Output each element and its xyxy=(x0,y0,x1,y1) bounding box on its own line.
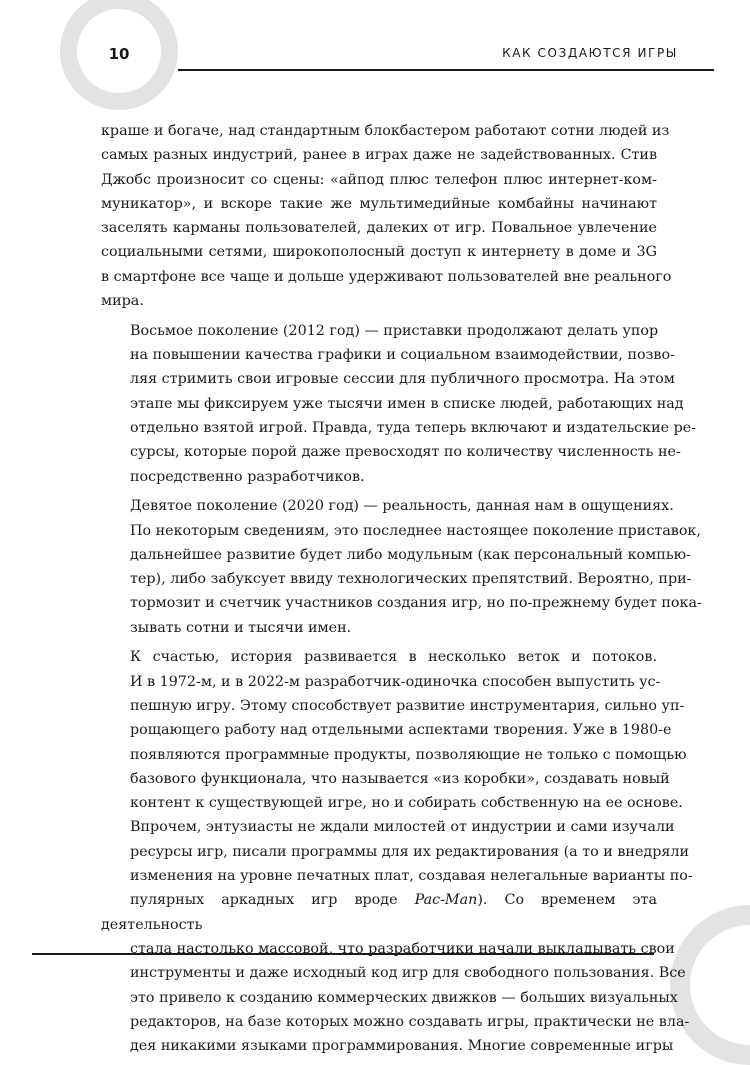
text-line: посредственно разработчиков. xyxy=(130,468,365,485)
text-line: Девятое поколение (2020 год) — реальность, данная нам в ощущениях. xyxy=(130,498,674,515)
text-fragment: ). Со временем эта деятельность xyxy=(101,892,657,933)
text-line: ресурсы игр, писали программы для их редактирования (а то и внедряли xyxy=(130,843,689,860)
paragraph-1 xyxy=(101,119,672,313)
footer-rule xyxy=(32,953,654,955)
text-line: дея никакими языками программирования. Многие современные игры xyxy=(130,1038,674,1055)
text-line: это привело к созданию коммерческих движков — больших визуальных xyxy=(130,989,678,1006)
text-line: отдельно взятой игрой. Правда, туда теперь включают и издательские ре- xyxy=(130,419,697,436)
text-line: тер), либо забуксует ввиду технологических препятствий. Вероятно, при- xyxy=(130,571,692,588)
text-line: сурсы, которые порой даже превосходят по количеству численность не- xyxy=(130,444,681,461)
text-line: инструменты и даже исходный код игр для свободного пользования. Все xyxy=(130,965,686,982)
text-line: контент к существующей игре, но и собирать собственную на ее основе. xyxy=(130,795,683,812)
text-line: самых разных индустрий, ранее в играх даже не задействованных. Стив xyxy=(101,147,657,164)
paragraph-3 xyxy=(101,494,702,640)
text-line: Впрочем, энтузиасты не ждали милостей от индустрии и сами изучали xyxy=(130,819,675,836)
text-line: социальными сетями, широкополосный доступ к интернету в доме и 3G xyxy=(101,244,657,261)
text-line: мира. xyxy=(101,293,144,310)
text-line: в смартфоне все чаще и дольше удерживают пользователей вне реального xyxy=(101,268,672,285)
text-line: Джобс произносит со сцены: «айпод плюс телефон плюс интернет-ком- xyxy=(101,171,657,188)
text-line: дальнейшее развитие будет либо модульным (как персональный компью- xyxy=(130,546,691,563)
text-line: пешную игру. Этому способствует развитие инструментария, сильно уп- xyxy=(130,698,685,714)
text-line: рощающего работу над отдельными аспектами творения. Уже в 1980-е xyxy=(130,722,672,739)
text-line: заселять карманы пользователей, далеких от игр. Повальное увлечение xyxy=(101,220,657,237)
header-rule xyxy=(178,69,714,71)
text-line: краше и богаче, над стандартным блокбастером работают сотни людей из xyxy=(101,123,670,139)
text-line: муникатор», и вскоре такие же мультимедийные комбайны начинают xyxy=(101,195,657,212)
page-number: 10 xyxy=(108,45,130,63)
running-title: КАК СОЗДАЮТСЯ ИГРЫ xyxy=(502,46,678,60)
body-text xyxy=(101,119,702,1064)
text-line xyxy=(101,888,657,937)
text-line: стала настолько массовой, что разработчики начали выкладывать свои xyxy=(130,940,675,957)
text-line: появляются программные продукты, позволяющие не только с помощью xyxy=(130,746,687,763)
text-line: По некоторым сведениям, это последнее настоящее поколение приставок, xyxy=(130,522,701,539)
game-title-italic: Pac-Man xyxy=(414,892,478,909)
text-line: К счастью, история развивается в несколько веток и потоков. xyxy=(130,649,657,666)
text-fragment: пулярных аркадных игр вроде xyxy=(130,892,415,909)
text-line: ляя стримить свои игровые сессии для публичного просмотра. На этом xyxy=(130,371,675,388)
text-line: Восьмое поколение (2012 год) — приставки продолжают делать упор xyxy=(130,322,659,339)
text-line: зывать сотни и тысячи имен. xyxy=(130,619,352,636)
text-line: изменения на уровне печатных плат, создавая нелегальные варианты по- xyxy=(130,868,693,885)
text-line: базового функционала, что называется «из коробки», создавать новый xyxy=(130,770,670,787)
paragraph-4 xyxy=(101,645,693,1058)
text-line: на повышении качества графики и социальном взаимодействии, позво- xyxy=(130,347,675,364)
text-line: тормозит и счетчик участников создания игр, но по-прежнему будет пока- xyxy=(130,595,702,612)
text-line: этапе мы фиксируем уже тысячи имен в списке людей, работающих над xyxy=(130,395,684,412)
text-line: И в 1972-м, и в 2022-м разработчик-одиночка способен выпустить ус- xyxy=(130,673,661,690)
paragraph-2 xyxy=(101,319,697,489)
text-line: редакторов, на базе которых можно создавать игры, практически не вла- xyxy=(130,1013,690,1030)
